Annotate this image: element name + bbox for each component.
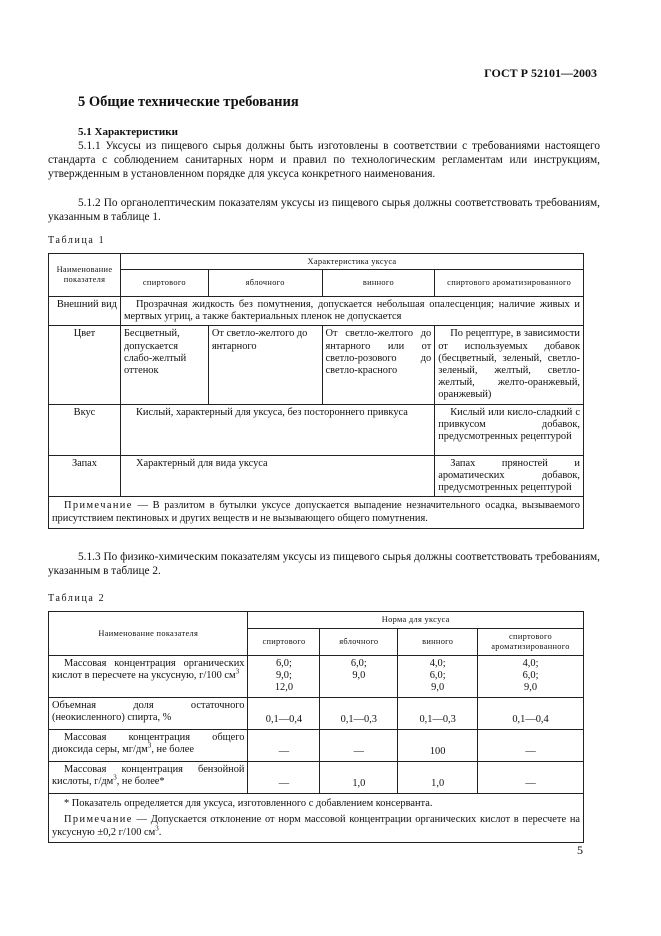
table2-cell: 100 [398,729,478,761]
paragraph-5-1-2: 5.1.2 По органолептическим показателям уксусы из пищевого сырья должны соответствовать требованиям, указанным в таблице 1. [48,197,600,224]
table1-cell: Бесцветный, допускается слабо-желтый оттенок [120,326,208,404]
table2-col-wine: винного [398,629,478,656]
table2-cell: — [478,729,584,761]
table1-row-name: Вкус [49,404,121,455]
table1-group-header: Характеристика уксуса [120,254,583,270]
table1-col-aromatic: спиртового ароматизированного [435,270,584,297]
table1-cell: От светло-желтого до янтарного или от светло-розового до светло-красного [322,326,435,404]
table2-cell: — [478,761,584,793]
table2-note-label: Примечание [64,814,133,826]
table2-note: Примечание — Допускается отклонение от норм массовой концентрации органических кислот в пересчете на уксусную ±0,2 г/100 $см^3$. [52,814,580,838]
table1-cell: Кислый, характерный для уксуса, без постороннего привкуса [120,404,434,455]
table2-cell: 6,0; 9,0 [320,656,398,698]
table2-cell: — [320,729,398,761]
table2-cell: 0,1—0,3 [320,697,398,729]
table2-caption: Таблица 2 [48,593,106,604]
table2-cell: — [248,761,320,793]
table2-row-name: Массовая концентрация общего диоксида серы, $мг/дм^3$, не более [49,729,248,761]
table2-cell: 6,0; 9,0; 12,0 [248,656,320,698]
paragraph-5-1-1: 5.1.1 Уксусы из пищевого сырья должны быть изготовлены в соответствии с требованиями настоящего стандарта с соблюдением санитарных норм и правил по технологическим регламентам или инструкциям, утвержденным в установленном порядке для уксуса конкретного наименования. [48,140,600,181]
table2-cell: 4,0; 6,0; 9,0 [478,656,584,698]
table1-cell: От светло-желтого до янтарного [208,326,322,404]
table1-cell: Запах пряностей и ароматических добавок, предусмотренных рецептурой [435,455,584,497]
table2-cell: 0,1—0,4 [248,697,320,729]
table2-notes [49,793,584,843]
table1-cell: По рецептуре, в зависимости от используемых добавок (бесцветный, зеленый, светло-зеленый, желтый, светло-желтый, желто-оранжевый, оранжевый) [435,326,584,404]
table2-cell: 0,1—0,4 [478,697,584,729]
table2-cell: 1,0 [320,761,398,793]
table2-row-name: Массовая концентрация бензойной кислоты, $г/дм^3$, не более* [49,761,248,793]
table2-col-apple: яблочного [320,629,398,656]
table2 [48,611,584,843]
table1-caption: Таблица 1 [48,235,106,246]
document-id: ГОСТ Р 52101—2003 [484,66,597,80]
table1-cell: Характерный для вида уксуса [120,455,434,497]
table1-note [49,497,584,529]
table1-row-name: Цвет [49,326,121,404]
table1-note-text: — В разлитом в бутылки уксусе допускается выпадение незначительного осадка, вызываемого присутствием пектиновых и других веществ и не вызывающего общего помутнения. [52,500,580,524]
table2-group-header: Норма для уксуса [248,612,584,629]
table2-footnote: * Показатель определяется для уксуса, изготовленного с добавлением консерванта. [64,797,433,809]
table2-cell: 0,1—0,3 [398,697,478,729]
page-number: 5 [577,843,583,857]
paragraph-5-1-3: 5.1.3 По физико-химическим показателям уксусы из пищевого сырья должны соответствовать требованиям, указанным в таблице 2. [48,551,600,578]
table2-row-name: Объемная доля остаточного (неокисленного) спирта, % [49,697,248,729]
table2-col-aromatic: спиртового ароматизированного [478,629,584,656]
table1-col-spirit: спиртового [120,270,208,297]
section-title: 5 Общие технические требования [78,94,299,110]
table1-row-name: Запах [49,455,121,497]
table2-cell: 1,0 [398,761,478,793]
table1-row-name: Внешний вид [49,297,121,326]
table1-cell: Прозрачная жидкость без помутнения, допускается небольшая опалесценция; наличие живых и мертвых угриц, а также бактериальных пленок не допускается [120,297,583,326]
table2-cell: — [248,729,320,761]
table2-cell: 4,0; 6,0; 9,0 [398,656,478,698]
table1-col-name: Наименование показателя [49,254,121,297]
table2-col-spirit: спиртового [248,629,320,656]
table2-col-name: Наименование показателя [49,612,248,656]
table1-col-apple: яблочного [208,270,322,297]
table1-cell: Кислый или кисло-сладкий с привкусом добавок, предусмотренных рецептурой [435,404,584,455]
subsection-title: 5.1 Характеристики [78,126,178,138]
table1-note-label: Примечание [64,500,133,512]
table2-row-name: Массовая концентрация органических кислот в пересчете на уксусную, г/100 $см^3$ [49,656,248,698]
table1 [48,253,584,529]
table1-col-wine: винного [322,270,435,297]
